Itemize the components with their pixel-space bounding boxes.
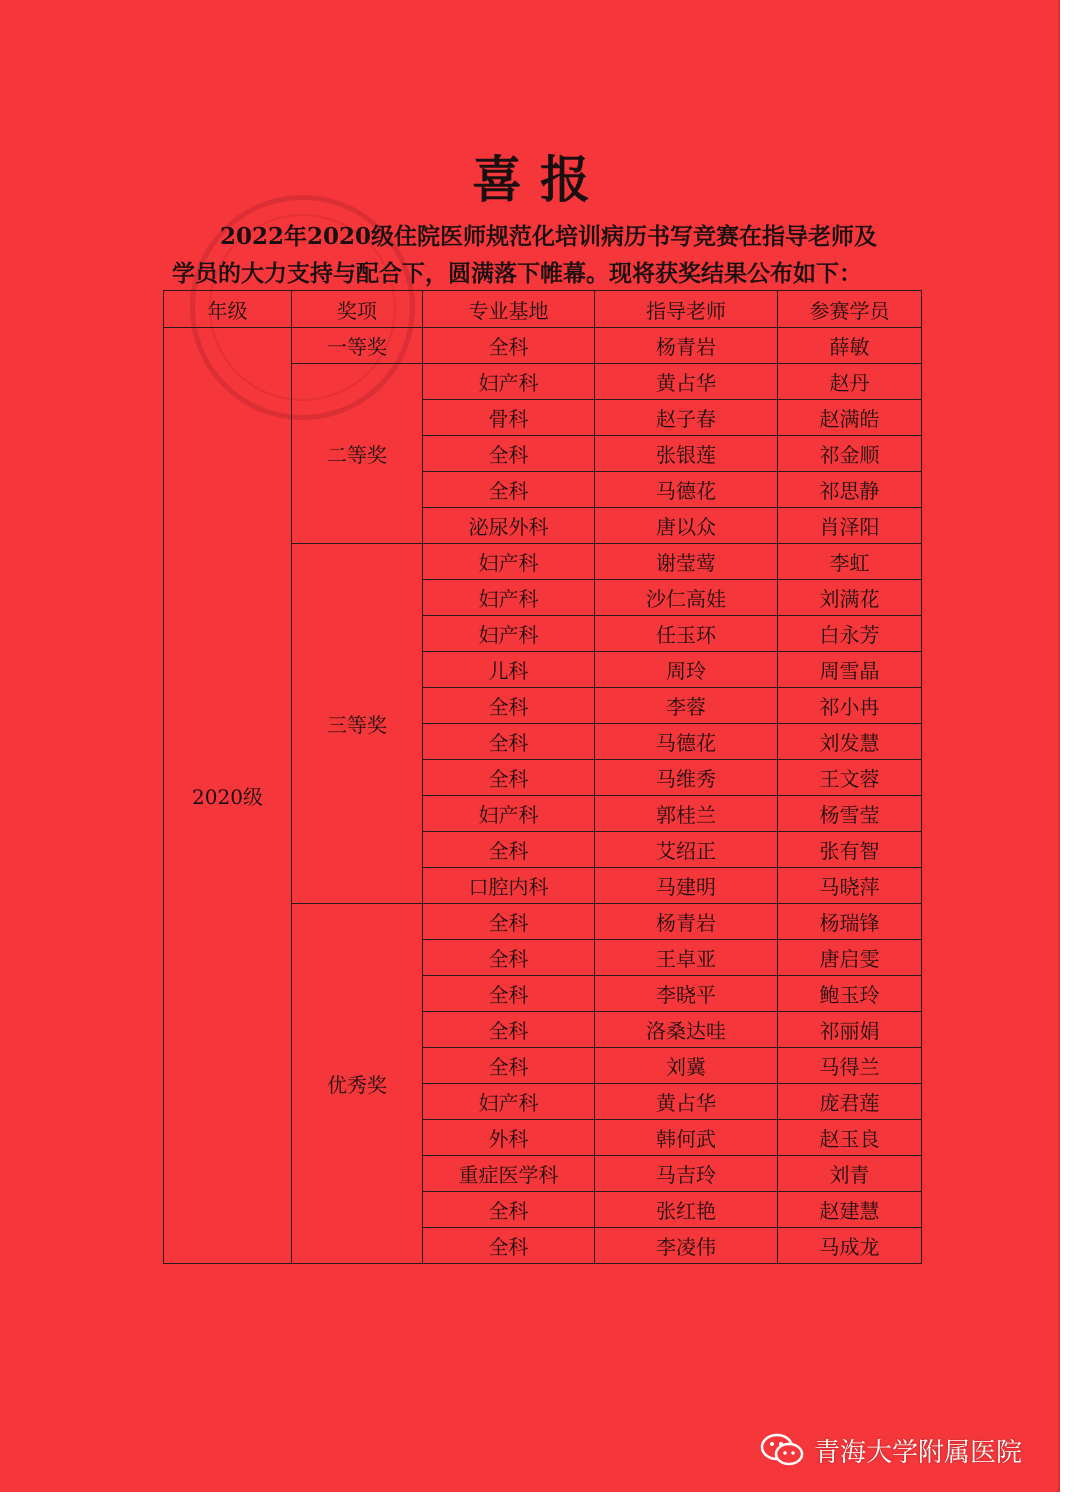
participant-cell: 周雪晶 [778, 652, 922, 688]
specialty-cell: 妇产科 [423, 796, 595, 832]
participant-cell: 杨瑞锋 [778, 904, 922, 940]
participant-cell: 祁金顺 [778, 436, 922, 472]
header-grade: 年级 [164, 291, 292, 328]
participant-cell: 刘青 [778, 1156, 922, 1192]
specialty-cell: 口腔内科 [423, 868, 595, 904]
participant-cell: 白永芳 [778, 616, 922, 652]
award-cell: 一等奖 [292, 328, 423, 364]
specialty-cell: 重症医学科 [423, 1156, 595, 1192]
awards-table-body [164, 328, 922, 1264]
participant-cell: 祁小冉 [778, 688, 922, 724]
participant-cell: 杨雪莹 [778, 796, 922, 832]
participant-cell: 马成龙 [778, 1228, 922, 1264]
instructor-cell: 杨青岩 [595, 328, 778, 364]
table-header-row [164, 291, 922, 328]
instructor-cell: 李晓平 [595, 976, 778, 1012]
instructor-cell: 李蓉 [595, 688, 778, 724]
participant-cell: 赵满皓 [778, 400, 922, 436]
specialty-cell: 全科 [423, 688, 595, 724]
participant-cell: 马得兰 [778, 1048, 922, 1084]
specialty-cell: 全科 [423, 1048, 595, 1084]
grade-cell: 2020级 [164, 328, 292, 1264]
instructor-cell: 唐以众 [595, 508, 778, 544]
participant-cell: 唐启雯 [778, 940, 922, 976]
instructor-cell: 艾绍正 [595, 832, 778, 868]
instructor-cell: 马德花 [595, 472, 778, 508]
instructor-cell: 王卓亚 [595, 940, 778, 976]
header-award: 奖项 [292, 291, 423, 328]
participant-cell: 祁思静 [778, 472, 922, 508]
instructor-cell: 赵子春 [595, 400, 778, 436]
specialty-cell: 全科 [423, 1012, 595, 1048]
specialty-cell: 全科 [423, 472, 595, 508]
intro-line-2: 学员的大力支持与配合下，圆满落下帷幕。现将获奖结果公布如下： [172, 260, 862, 287]
specialty-cell: 妇产科 [423, 616, 595, 652]
instructor-cell: 黄占华 [595, 1084, 778, 1120]
page-title: 喜报 [472, 151, 608, 209]
instructor-cell: 马建明 [595, 868, 778, 904]
specialty-cell: 妇产科 [423, 580, 595, 616]
instructor-cell: 李凌伟 [595, 1228, 778, 1264]
participant-cell: 庞君莲 [778, 1084, 922, 1120]
instructor-cell: 沙仁高娃 [595, 580, 778, 616]
participant-cell: 肖泽阳 [778, 508, 922, 544]
instructor-cell: 杨青岩 [595, 904, 778, 940]
wechat-icon [760, 1433, 804, 1467]
participant-cell: 赵丹 [778, 364, 922, 400]
specialty-cell: 全科 [423, 1228, 595, 1264]
participant-cell: 赵玉良 [778, 1120, 922, 1156]
specialty-cell: 泌尿外科 [423, 508, 595, 544]
specialty-cell: 全科 [423, 904, 595, 940]
specialty-cell: 全科 [423, 1192, 595, 1228]
specialty-cell: 全科 [423, 940, 595, 976]
specialty-cell: 妇产科 [423, 364, 595, 400]
instructor-cell: 郭桂兰 [595, 796, 778, 832]
participant-cell: 李虹 [778, 544, 922, 580]
specialty-cell: 儿科 [423, 652, 595, 688]
instructor-cell: 马吉玲 [595, 1156, 778, 1192]
specialty-cell: 外科 [423, 1120, 595, 1156]
instructor-cell: 马维秀 [595, 760, 778, 796]
instructor-cell: 韩何武 [595, 1120, 778, 1156]
participant-cell: 马晓萍 [778, 868, 922, 904]
header-instructor: 指导老师 [595, 291, 778, 328]
instructor-cell: 谢莹莺 [595, 544, 778, 580]
intro-line-1: 2022年2020级住院医师规范化培训病历书写竞赛在指导老师及 [220, 223, 878, 250]
specialty-cell: 全科 [423, 328, 595, 364]
specialty-cell: 骨科 [423, 400, 595, 436]
instructor-cell: 马德花 [595, 724, 778, 760]
participant-cell: 鲍玉玲 [778, 976, 922, 1012]
footer-watermark [760, 1428, 1022, 1472]
specialty-cell: 全科 [423, 832, 595, 868]
awards-table [163, 290, 922, 1264]
instructor-cell: 张红艳 [595, 1192, 778, 1228]
instructor-cell: 黄占华 [595, 364, 778, 400]
header-specialty: 专业基地 [423, 291, 595, 328]
participant-cell: 张有智 [778, 832, 922, 868]
participant-cell: 刘满花 [778, 580, 922, 616]
header-participant: 参赛学员 [778, 291, 922, 328]
instructor-cell: 张银莲 [595, 436, 778, 472]
specialty-cell: 全科 [423, 760, 595, 796]
specialty-cell: 全科 [423, 724, 595, 760]
table-row [164, 328, 922, 364]
instructor-cell: 刘冀 [595, 1048, 778, 1084]
footer-account-name: 青海大学附属医院 [813, 1437, 1022, 1468]
specialty-cell: 全科 [423, 976, 595, 1012]
participant-cell: 薛敏 [778, 328, 922, 364]
award-cell: 二等奖 [292, 364, 423, 544]
instructor-cell: 任玉环 [595, 616, 778, 652]
participant-cell: 刘发慧 [778, 724, 922, 760]
specialty-cell: 妇产科 [423, 544, 595, 580]
intro-paragraph [172, 218, 932, 292]
instructor-cell: 周玲 [595, 652, 778, 688]
award-cell: 优秀奖 [292, 904, 423, 1264]
specialty-cell: 全科 [423, 436, 595, 472]
award-cell: 三等奖 [292, 544, 423, 904]
instructor-cell: 洛桑达哇 [595, 1012, 778, 1048]
participant-cell: 祁丽娟 [778, 1012, 922, 1048]
participant-cell: 王文蓉 [778, 760, 922, 796]
specialty-cell: 妇产科 [423, 1084, 595, 1120]
participant-cell: 赵建慧 [778, 1192, 922, 1228]
